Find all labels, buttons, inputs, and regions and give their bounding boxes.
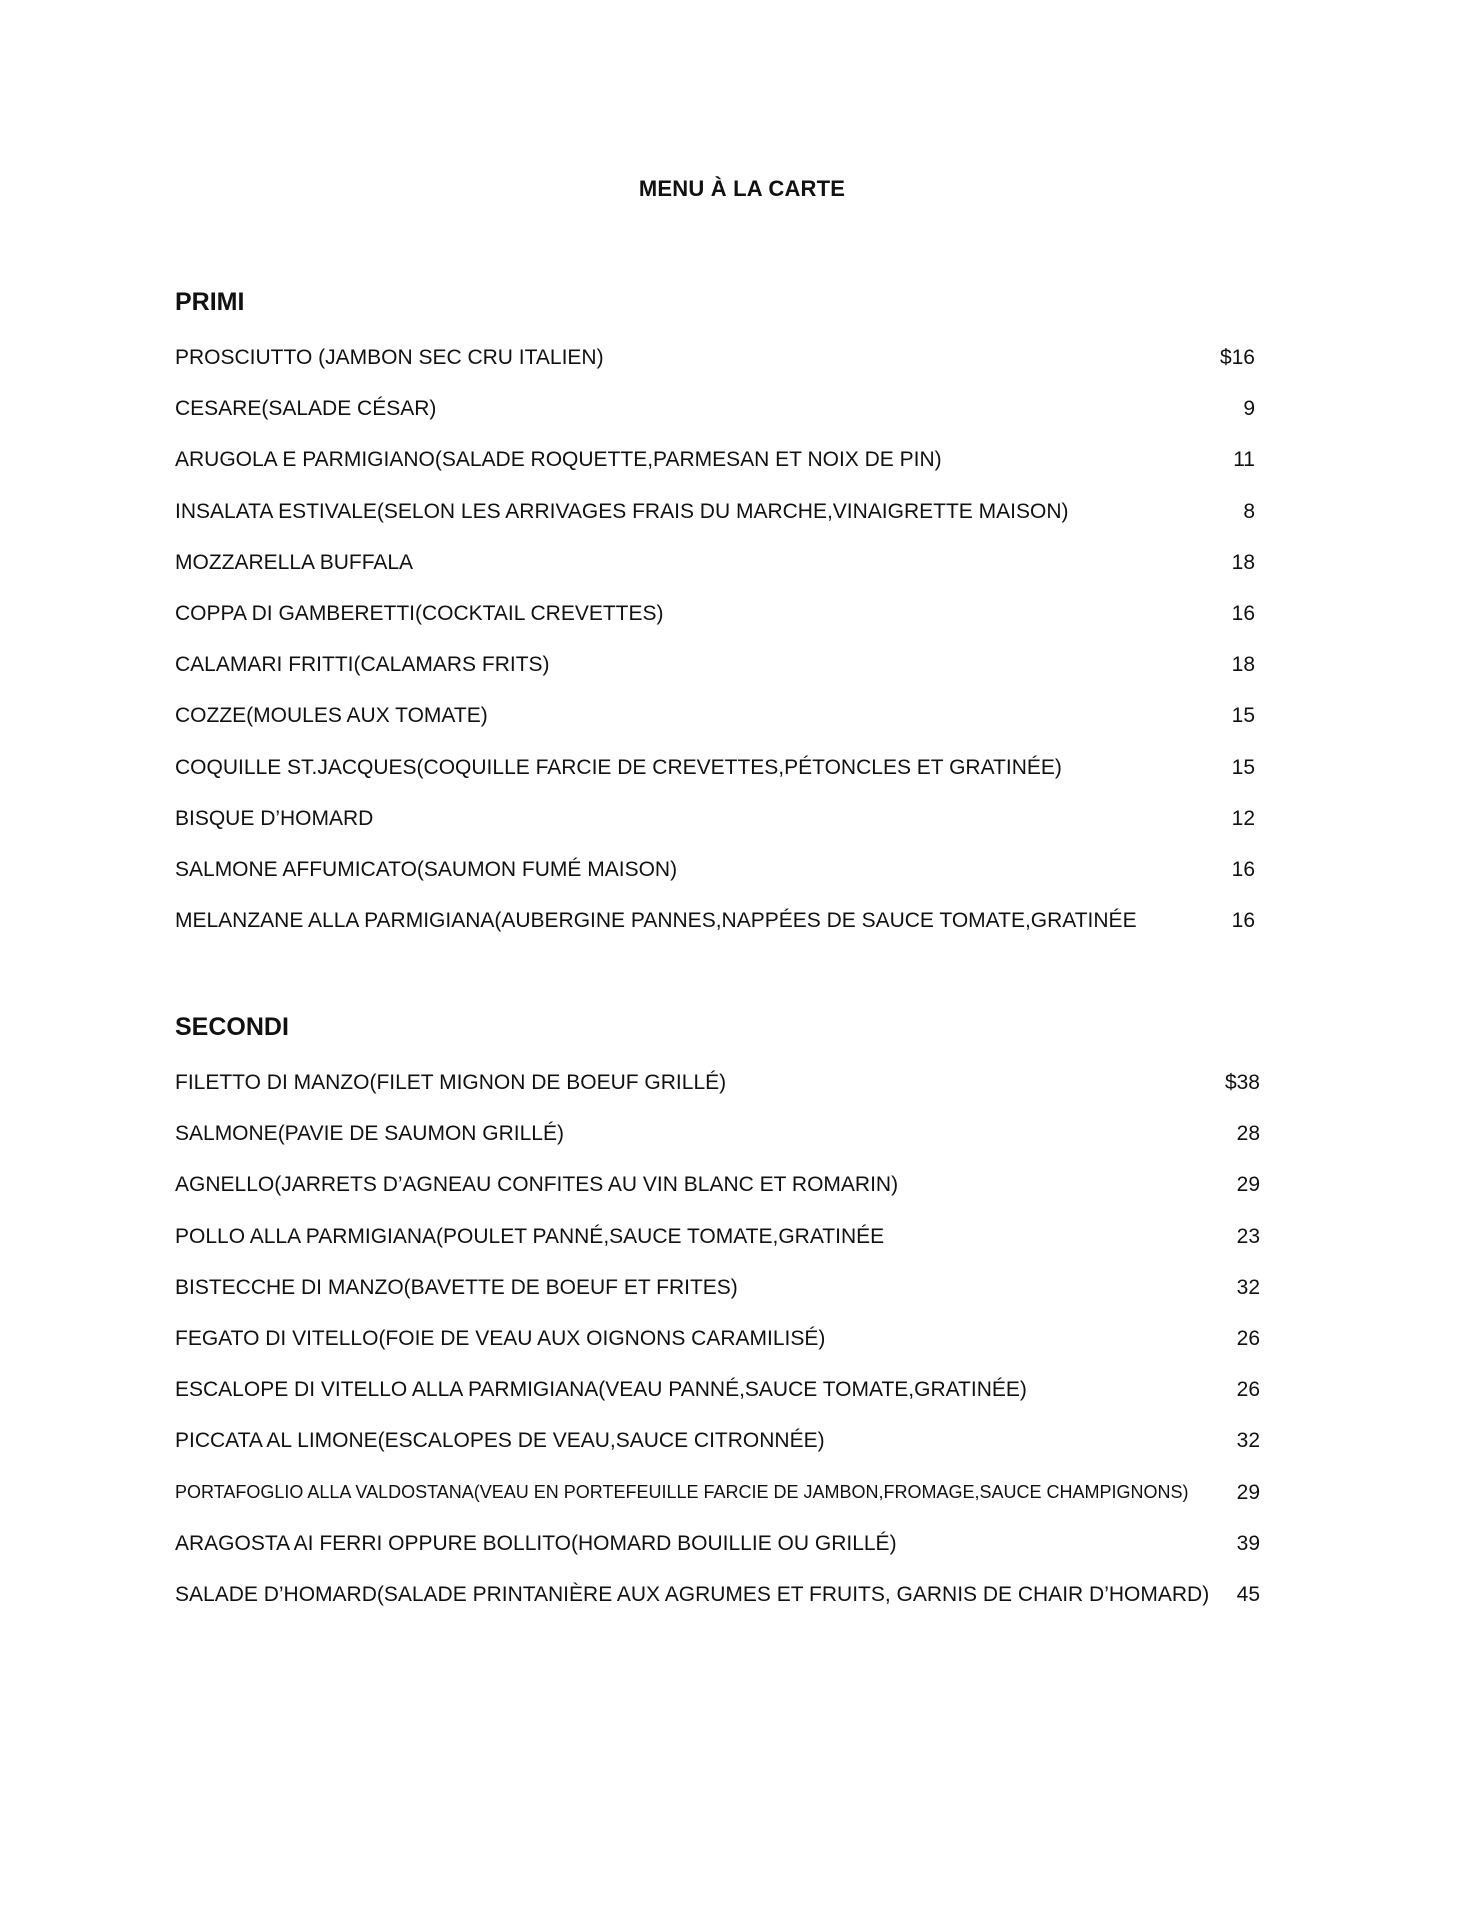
secondi-heading: SECONDI bbox=[175, 1013, 289, 1041]
menu-item bbox=[175, 690, 1275, 741]
menu-item bbox=[175, 1262, 1275, 1313]
item-name: FILETTO DI MANZO(FILET MIGNON DE BOEUF GRILLÉ) bbox=[175, 1071, 727, 1094]
item-price: 29 bbox=[1236, 1480, 1260, 1504]
secondi-section bbox=[175, 1007, 1275, 1620]
item-price: 9 bbox=[1243, 397, 1255, 421]
menu-item bbox=[175, 895, 1275, 946]
item-price: 15 bbox=[1231, 755, 1255, 779]
item-name: BISQUE D’HOMARD bbox=[175, 806, 374, 830]
item-name: ARUGOLA E PARMIGIANO(SALADE ROQUETTE,PARMESAN ET NOIX DE PIN) bbox=[175, 448, 942, 472]
item-name: INSALATA ESTIVALE(SELON LES ARRIVAGES FRAIS DU MARCHE,VINAIGRETTE MAISON) bbox=[175, 499, 1069, 523]
item-name: PORTAFOGLIO ALLA VALDOSTANA(VEAU EN PORTEFEUILLE FARCIE DE JAMBON,FROMAGE,SAUCE CHAMPIGNONS) bbox=[175, 1481, 1189, 1502]
menu-item bbox=[175, 1159, 1275, 1210]
item-name: CALAMARI FRITTI(CALAMARS FRITS) bbox=[175, 653, 550, 677]
menu-item bbox=[175, 1313, 1275, 1364]
menu-item bbox=[175, 1569, 1275, 1620]
item-name: SALADE D’HOMARD(SALADE PRINTANIÈRE AUX AGRUMES ET FRUITS, GARNIS DE CHAIR D’HOMARD) bbox=[175, 1582, 1210, 1606]
item-name: FEGATO DI VITELLO(FOIE DE VEAU AUX OIGNONS CARAMILISÉ) bbox=[175, 1326, 826, 1350]
menu-item bbox=[175, 742, 1275, 793]
item-price: 12 bbox=[1231, 806, 1255, 830]
menu-title: MENU À LA CARTE bbox=[638, 176, 846, 201]
item-price: $38 bbox=[1224, 1071, 1260, 1094]
item-name: MOZZARELLA BUFFALA bbox=[175, 550, 414, 574]
item-name: AGNELLO(JARRETS D’AGNEAU CONFITES AU VIN BLANC ET ROMARIN) bbox=[175, 1173, 899, 1197]
item-price: 18 bbox=[1231, 653, 1255, 677]
item-name: PICCATA AL LIMONE(ESCALOPES DE VEAU,SAUCE CITRONNÉE) bbox=[175, 1429, 825, 1453]
item-price: 26 bbox=[1236, 1378, 1260, 1402]
primi-heading: PRIMI bbox=[175, 288, 245, 316]
item-name: ARAGOSTA AI FERRI OPPURE BOLLITO(HOMARD BOUILLIE OU GRILLÉ) bbox=[175, 1531, 897, 1555]
menu-item bbox=[175, 383, 1275, 434]
item-name: BISTECCHE DI MANZO(BAVETTE DE BOEUF ET FRITES) bbox=[175, 1275, 738, 1299]
item-name: CESARE(SALADE CÉSAR) bbox=[175, 397, 437, 421]
item-price: 11 bbox=[1233, 448, 1255, 472]
menu-item bbox=[175, 793, 1275, 844]
menu-item bbox=[175, 1518, 1275, 1569]
primi-list bbox=[175, 332, 1275, 946]
menu-item bbox=[175, 332, 1275, 383]
item-price: 32 bbox=[1236, 1429, 1260, 1453]
menu-item bbox=[175, 1211, 1275, 1262]
menu-item bbox=[175, 1364, 1275, 1415]
item-name: SALMONE AFFUMICATO(SAUMON FUMÉ MAISON) bbox=[175, 857, 678, 881]
item-price: 8 bbox=[1243, 499, 1255, 523]
secondi-list bbox=[175, 1057, 1275, 1620]
item-price: 29 bbox=[1236, 1173, 1260, 1197]
item-price: 15 bbox=[1231, 704, 1255, 728]
menu-item bbox=[175, 844, 1275, 895]
item-name: COPPA DI GAMBERETTI(COCKTAIL CREVETTES) bbox=[175, 601, 664, 625]
item-price: 32 bbox=[1236, 1275, 1260, 1299]
item-price: 16 bbox=[1231, 601, 1255, 625]
item-name: MELANZANE ALLA PARMIGIANA(AUBERGINE PANNES,NAPPÉES DE SAUCE TOMATE,GRATINÉE bbox=[175, 909, 1137, 933]
item-price: 16 bbox=[1231, 909, 1255, 933]
item-price: 18 bbox=[1231, 550, 1255, 574]
item-name: ESCALOPE DI VITELLO ALLA PARMIGIANA(VEAU PANNÉ,SAUCE TOMATE,GRATINÉE) bbox=[175, 1378, 1027, 1402]
item-name: COQUILLE ST.JACQUES(COQUILLE FARCIE DE CREVETTES,PÉTONCLES ET GRATINÉE) bbox=[175, 755, 1062, 779]
item-price: 26 bbox=[1236, 1326, 1260, 1350]
item-price: 28 bbox=[1236, 1122, 1260, 1146]
menu-item bbox=[175, 1467, 1275, 1518]
item-name: POLLO ALLA PARMIGIANA(POULET PANNÉ,SAUCE TOMATE,GRATINÉE bbox=[175, 1224, 885, 1248]
item-name: PROSCIUTTO (JAMBON SEC CRU ITALIEN) bbox=[175, 346, 604, 369]
item-price: 16 bbox=[1231, 857, 1255, 881]
menu-item bbox=[175, 639, 1275, 690]
item-price: 39 bbox=[1236, 1531, 1260, 1555]
item-price: 45 bbox=[1236, 1582, 1260, 1606]
menu-item bbox=[175, 588, 1275, 639]
primi-section bbox=[175, 282, 1275, 946]
menu-item bbox=[175, 1415, 1275, 1466]
item-price: 23 bbox=[1236, 1224, 1260, 1248]
menu-item bbox=[175, 537, 1275, 588]
menu-item bbox=[175, 1057, 1275, 1108]
item-name: COZZE(MOULES AUX TOMATE) bbox=[175, 704, 488, 728]
item-name: SALMONE(PAVIE DE SAUMON GRILLÉ) bbox=[175, 1122, 564, 1146]
item-price: $16 bbox=[1219, 346, 1255, 369]
menu-item bbox=[175, 434, 1275, 485]
menu-item bbox=[175, 1108, 1275, 1159]
menu-item bbox=[175, 486, 1275, 537]
